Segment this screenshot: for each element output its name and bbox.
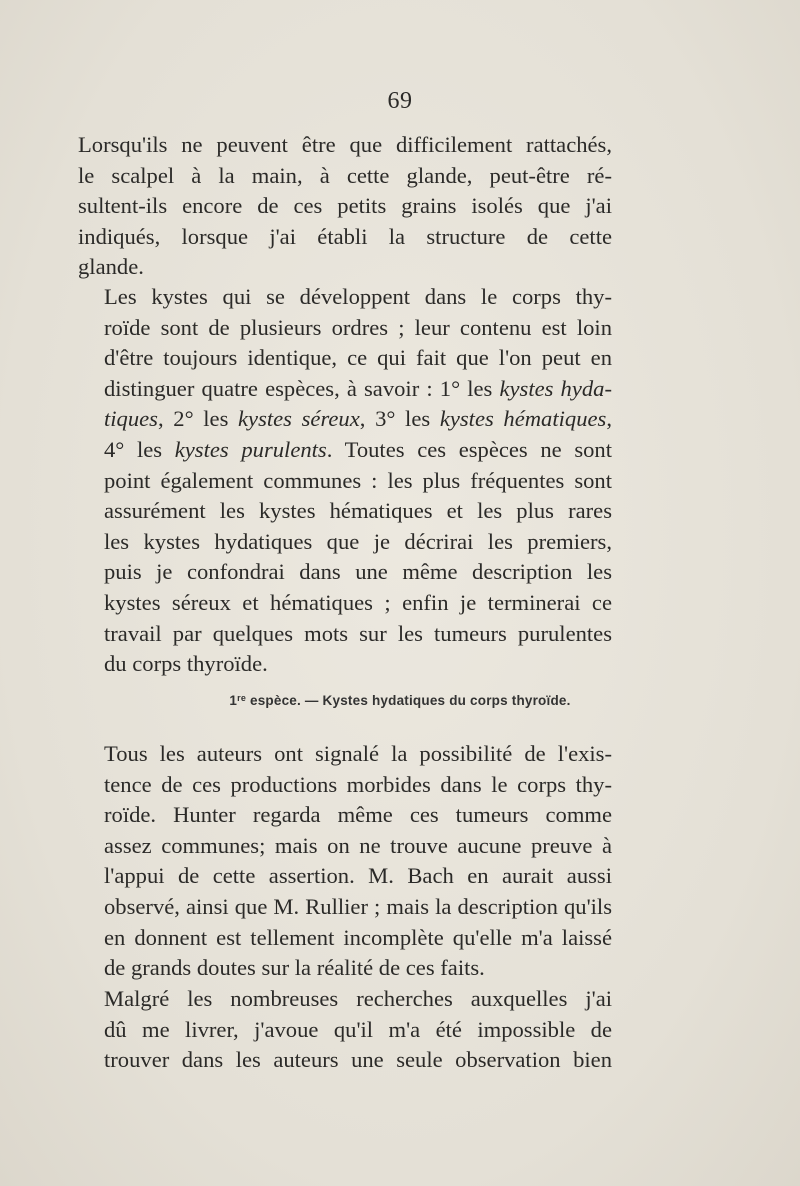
text-line: Malgré les nombreuses recherches auxquelles j'ai — [104, 986, 612, 1011]
heading-ordinal-suffix: re — [237, 693, 247, 703]
text-line: observé, ainsi que M. Rullier ; mais la description qu'ils — [104, 893, 612, 919]
text-line: roïde. Hunter regarda même ces tumeurs comme — [104, 802, 612, 828]
text-line: roïde sont de plusieurs ordres ; leur contenu est loin — [104, 314, 612, 340]
paragraph-2 — [78, 282, 612, 680]
text-line: en donnent est tellement incomplète qu'elle m'a laissé — [104, 924, 612, 950]
text-line: glande. — [78, 254, 144, 280]
paragraph-1 — [78, 130, 612, 283]
text-line: puis je confondrai dans une même description les — [104, 559, 612, 585]
italic-term: kystes séreux — [238, 406, 360, 432]
text-line: indiqués, lorsque j'ai établi la structure de cette — [78, 223, 612, 249]
text-line: assez communes; mais on ne trouve aucune preuve à — [104, 832, 612, 858]
text-line-with-italics: 4° les kystes purulents. Toutes ces espèces ne sont — [104, 436, 612, 462]
text-line: dû me livrer, j'avoue qu'il m'a été impossible de — [104, 1016, 612, 1042]
page-number: 69 — [387, 88, 413, 114]
text-line: sultent-ils encore de ces petits grains isolés que j'ai — [78, 193, 612, 219]
text-line: le scalpel à la main, à cette glande, peut-être ré- — [78, 162, 612, 188]
text-line: du corps thyroïde. — [104, 651, 268, 677]
italic-term: kystes hyda- — [499, 375, 612, 401]
section-heading — [0, 693, 800, 708]
text-line: les kystes hydatiques que je décrirai les premiers, — [104, 528, 612, 554]
text-line: Tous les auteurs ont signalé la possibilité de l'exis- — [104, 741, 612, 766]
text-line: l'appui de cette assertion. M. Bach en aurait aussi — [104, 863, 612, 889]
paragraph-4 — [78, 984, 612, 1076]
text-line: d'être toujours identique, ce qui fait que l'on peut en — [104, 345, 612, 371]
text-line: travail par quelques mots sur les tumeurs purulentes — [104, 620, 612, 646]
italic-term: kystes purulents — [174, 436, 327, 462]
text-line-with-italics: distinguer quatre espèces, à savoir : 1° les kystes hyda- — [104, 375, 612, 401]
italic-term: tiques — [104, 406, 158, 432]
text-line: tence de ces productions morbides dans le corps thy- — [104, 771, 612, 797]
text-line: trouver dans les auteurs une seule observation bien — [104, 1047, 612, 1073]
text-line: point également communes : les plus fréquentes sont — [104, 467, 612, 493]
text-line: Les kystes qui se développent dans le corps thy- — [104, 284, 612, 309]
text-line: kystes séreux et hématiques ; enfin je terminerai ce — [104, 589, 612, 615]
heading-ordinal: 1 — [229, 693, 238, 708]
text-line: assurément les kystes hématiques et les plus rares — [104, 498, 612, 524]
paragraph-3 — [78, 739, 612, 984]
heading-text: espèce. — Kystes hydatiques du corps thyroïde. — [250, 693, 571, 708]
text-line: Lorsqu'ils ne peuvent être que difficilement rattachés, — [78, 132, 612, 157]
text-line-with-italics: tiques, 2° les kystes séreux, 3° les kystes hématiques, — [104, 406, 612, 432]
italic-term: kystes hématiques — [439, 406, 607, 432]
text-line: de grands doutes sur la réalité de ces faits. — [104, 955, 485, 981]
